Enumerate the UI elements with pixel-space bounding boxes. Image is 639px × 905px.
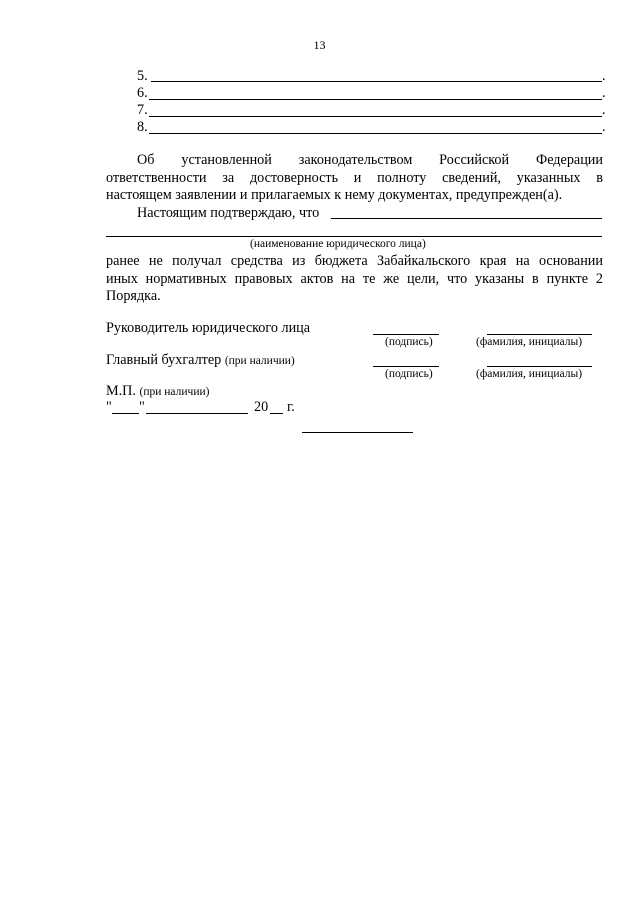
signature-caption: (подпись) (385, 336, 433, 348)
fill-line (149, 133, 602, 134)
line-end-dot: . (602, 68, 606, 84)
name-caption: (фамилия, инициалы) (476, 336, 583, 348)
list-item-number: 7. (137, 102, 148, 118)
accountant-label: Главный бухгалтер (при наличии) (106, 352, 295, 368)
stamp-label: М.П. (при наличии) (106, 383, 210, 399)
name-caption: (фамилия, инициалы) (476, 368, 583, 380)
date-quote-open: " (106, 399, 112, 415)
date-quote-close: " (139, 399, 145, 415)
list-item-number: 8. (137, 119, 148, 135)
list-item-number: 5. (137, 68, 148, 84)
head-label: Руководитель юридического лица (106, 320, 311, 336)
accountant-note: (при наличии) (224, 355, 295, 367)
year-prefix: 20 (254, 399, 269, 415)
stamp-note: (при наличии) (139, 386, 210, 398)
entity-fill-line-2 (106, 236, 602, 237)
accountant-signature-line (373, 366, 439, 367)
legal-entity-caption: (наименование юридического лица) (250, 238, 426, 250)
year-fill-line (270, 413, 283, 414)
accountant-name-line (487, 366, 592, 367)
paragraph-line: Порядка. (106, 288, 161, 304)
line-end-dot: . (602, 102, 606, 118)
year-suffix: г. (287, 399, 295, 415)
list-item-number: 6. (137, 85, 148, 101)
fill-line (149, 99, 602, 100)
signature-caption: (подпись) (385, 368, 433, 380)
paragraph-line: настоящем заявлении и прилагаемых к нему документах, предупрежден(а). (106, 187, 563, 203)
line-end-dot: . (602, 85, 606, 101)
month-fill-line (146, 413, 248, 414)
paragraph-line: иных нормативных правовых актов на те же цели, что указаны в пункте 2 (106, 270, 603, 287)
confirm-intro: Настоящим подтверждаю, что (137, 205, 320, 221)
fill-line (149, 116, 602, 117)
fill-line (151, 81, 602, 82)
paragraph-line: Об установленной законодательством Российской Федерации (137, 152, 603, 168)
day-fill-line (112, 413, 139, 414)
end-separator-line (302, 432, 413, 433)
entity-fill-line (331, 218, 602, 219)
line-end-dot: . (602, 119, 606, 135)
head-name-line (487, 334, 592, 335)
paragraph-line: ранее не получал средства из бюджета Забайкальского края на основании (106, 253, 603, 269)
page-number: 13 (313, 38, 326, 52)
head-signature-line (373, 334, 439, 335)
paragraph-line: ответственности за достоверность и полноту сведений, указанных в (106, 169, 603, 186)
